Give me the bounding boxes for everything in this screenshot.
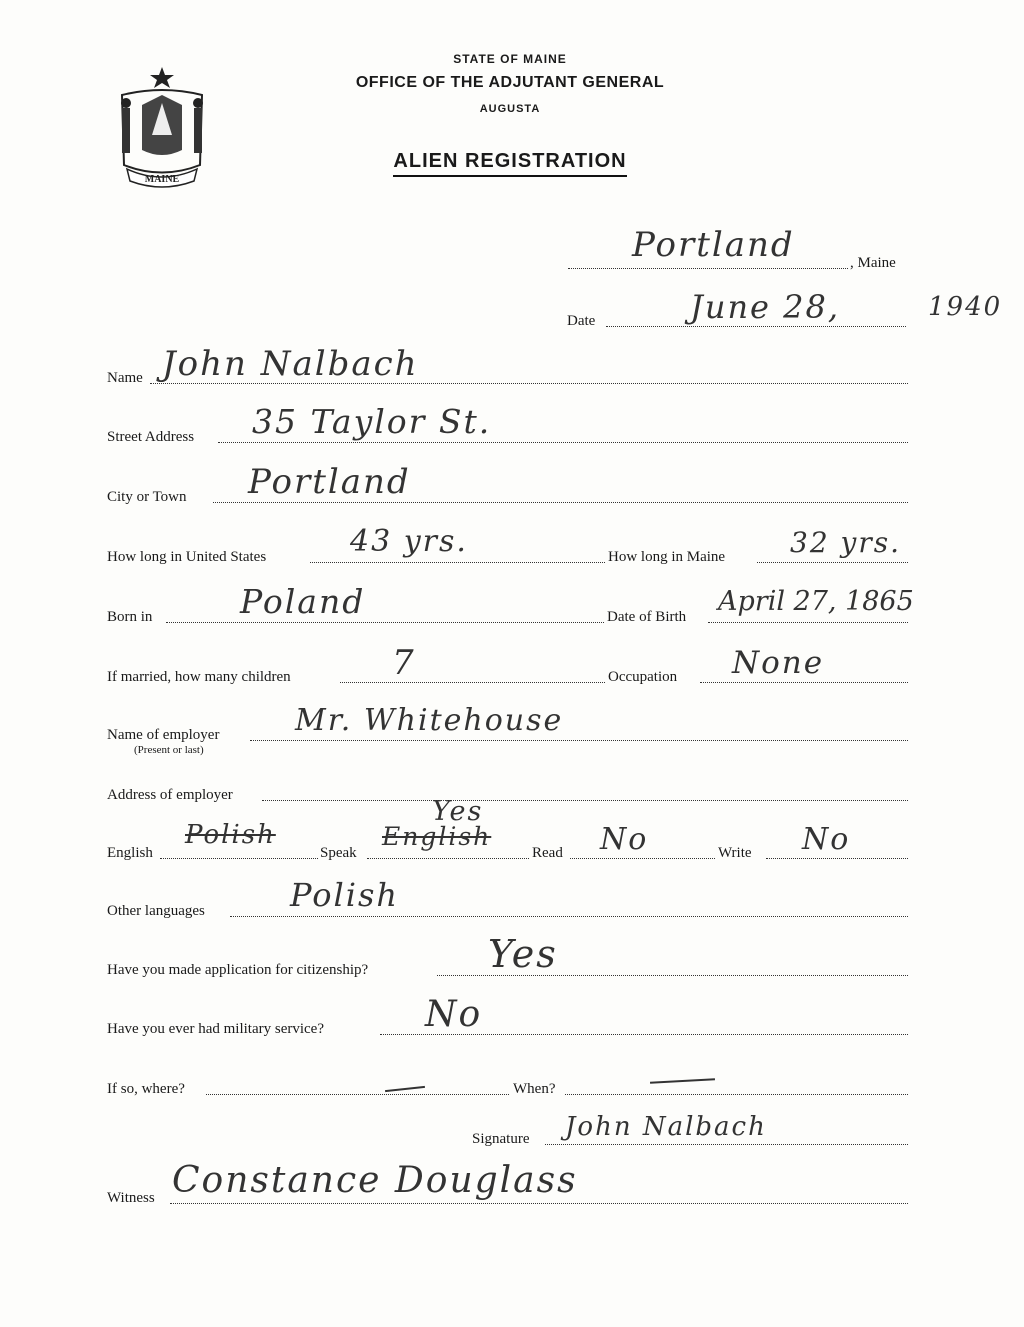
english-value: Polish (185, 820, 276, 850)
english-line (160, 858, 318, 859)
signature-line (545, 1144, 908, 1145)
children-value: 7 (392, 643, 416, 683)
employer-label: Name of employer (107, 727, 220, 743)
header-office: OFFICE OF THE ADJUTANT GENERAL (355, 74, 665, 91)
city-value: Portland (248, 462, 411, 502)
employer-value: Mr. Whitehouse (295, 703, 564, 738)
write-label: Write (718, 845, 752, 861)
where-label: If so, where? (107, 1081, 185, 1097)
military-label: Have you ever had military service? (107, 1021, 324, 1037)
date-year-value: 1940 (928, 292, 1003, 322)
speak-line (367, 858, 529, 859)
years-maine-value: 32 yrs. (790, 526, 902, 559)
children-label: If married, how many children (107, 669, 291, 685)
years-us-line (310, 562, 605, 563)
read-label: Read (532, 845, 563, 861)
write-value: No (802, 822, 851, 857)
maine-label: , Maine (850, 255, 896, 271)
other-languages-label: Other languages (107, 903, 205, 919)
date-line (606, 326, 906, 327)
years-us-value: 43 yrs. (350, 524, 468, 559)
header-state: STATE OF MAINE (453, 52, 567, 66)
dob-line (708, 622, 908, 623)
speak-struck-value: English (382, 822, 492, 851)
town-line (568, 268, 848, 269)
street-label: Street Address (107, 429, 195, 445)
other-languages-line (230, 916, 908, 917)
when-line (565, 1094, 908, 1095)
witness-line (170, 1203, 908, 1204)
signature-value: John Nalbach (565, 1112, 767, 1142)
years-maine-line (757, 562, 908, 563)
when-label: When? (513, 1081, 556, 1097)
other-languages-value: Polish (290, 876, 399, 914)
occupation-label: Occupation (608, 669, 678, 685)
form-title: ALIEN REGISTRATION (300, 150, 720, 173)
read-value: No (600, 822, 649, 857)
citizenship-label: Have you made application for citizenship? (107, 962, 369, 978)
header-city: AUGUSTA (479, 103, 541, 115)
read-line (570, 858, 715, 859)
employer-line (250, 740, 908, 741)
dob-label: Date of Birth (607, 609, 687, 625)
born-in-label: Born in (107, 609, 153, 625)
citizenship-value: Yes (488, 932, 558, 976)
when-dash (650, 1078, 715, 1083)
witness-label: Witness (107, 1190, 155, 1206)
signature-label: Signature (472, 1131, 530, 1147)
speak-value: Yes (432, 796, 484, 827)
city-label: City or Town (107, 489, 187, 505)
employer-address-line (262, 800, 908, 801)
occupation-value: None (732, 645, 825, 681)
speak-label: Speak (320, 845, 357, 861)
years-maine-label: How long in Maine (608, 549, 726, 565)
where-line (206, 1094, 509, 1095)
military-value: No (425, 994, 483, 1035)
employer-address-label: Address of employer (107, 787, 233, 803)
years-us-label: How long in United States (107, 549, 267, 565)
witness-value: Constance Douglass (172, 1160, 578, 1201)
english-label: English (107, 845, 153, 861)
children-line (340, 682, 605, 683)
born-in-value: Poland (240, 582, 366, 621)
date-value: June 28, (690, 288, 841, 326)
svg-text:MAINE: MAINE (144, 174, 180, 185)
city-line (213, 502, 908, 503)
date-label: Date (567, 313, 596, 329)
street-value: 35 Taylor St. (252, 402, 492, 441)
town-value: Portland (632, 225, 795, 265)
employer-note: (Present or last) (134, 744, 204, 756)
where-dash (385, 1086, 425, 1092)
state-seal-image (112, 65, 212, 190)
born-in-line (166, 622, 604, 623)
street-line (218, 442, 908, 443)
write-line (766, 858, 908, 859)
name-label: Name (107, 370, 143, 386)
occupation-line (700, 682, 908, 683)
name-value: John Nalbach (162, 344, 419, 384)
dob-value: April 27, 1865 (718, 586, 914, 617)
